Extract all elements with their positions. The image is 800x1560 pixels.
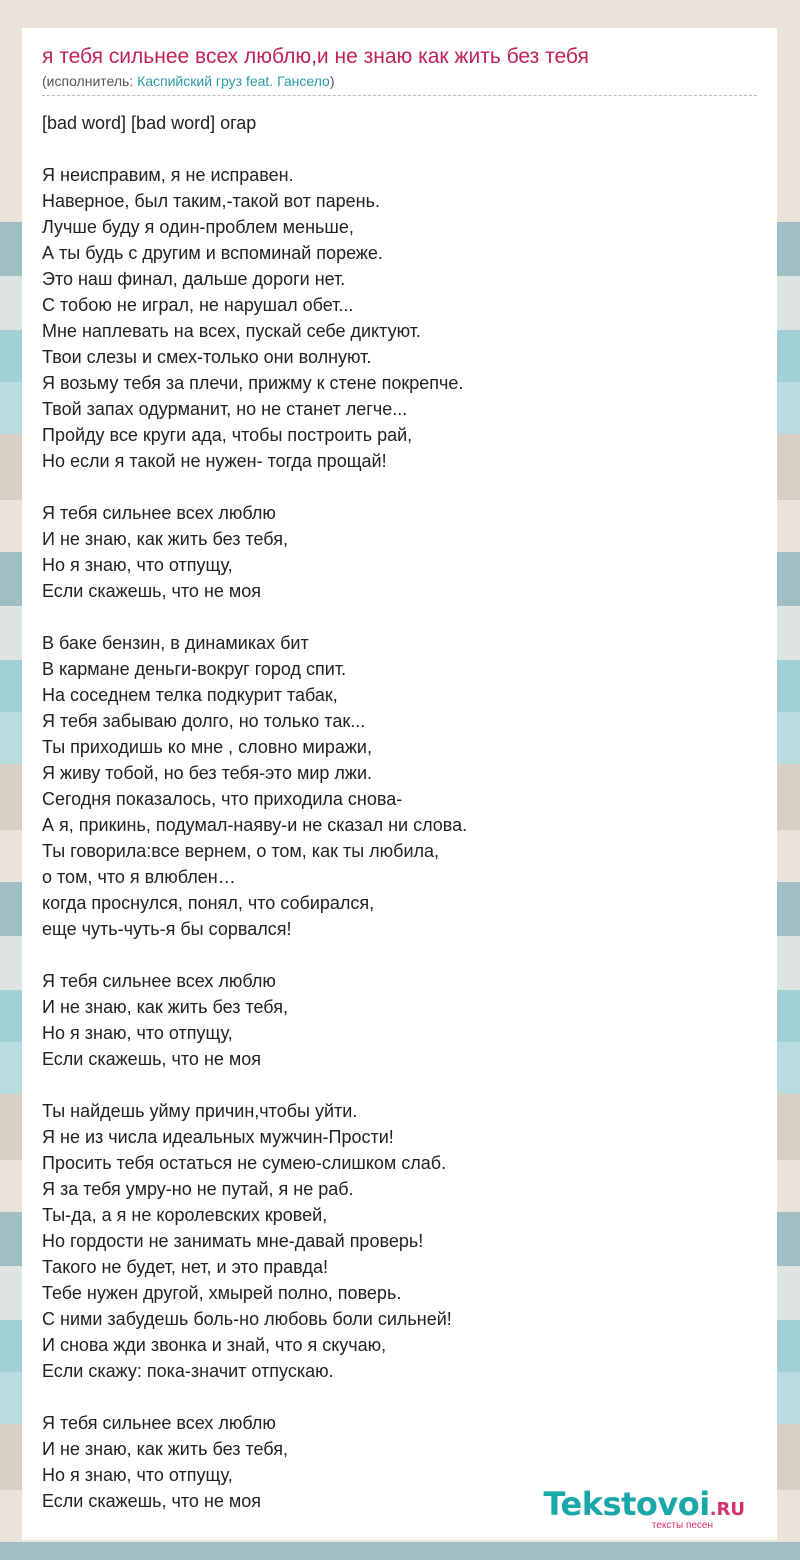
lyric-line: С тобою не играл, не нарушал обет... [42, 295, 354, 315]
lyric-line: И не знаю, как жить без тебя, [42, 529, 288, 549]
lyric-line: Я возьму тебя за плечи, прижму к стене покрепче. [42, 373, 464, 393]
lyric-line: Я тебя сильнее всех люблю [42, 503, 276, 523]
lyric-line: Тебе нужен другой, хмырей полно, поверь. [42, 1283, 402, 1303]
lyric-line: Ты говорила:все вернем, о том, как ты любила, [42, 841, 440, 861]
lyric-line: Я тебя забываю долго, но только так... [42, 711, 366, 731]
site-logo[interactable] [535, 1484, 745, 1536]
lyric-line: Я тебя сильнее всех люблю [42, 1413, 276, 1433]
lyric-line: Мне наплевать на всех, пускай себе диктуют. [42, 321, 421, 341]
lyric-line: Сегодня показалось, что приходила снова- [42, 789, 403, 809]
logo-tagline: тексты песен [651, 1520, 713, 1531]
lyric-line: И снова жди звонка и знай, что я скучаю, [42, 1335, 387, 1355]
lyric-line: Ты приходишь ко мне , словно миражи, [42, 737, 372, 757]
lyric-line: Если скажешь, что не моя [42, 581, 262, 601]
lyric-line: С ними забудешь боль-но любовь боли сильней! [42, 1309, 452, 1329]
lyric-line [42, 474, 757, 500]
lyric-line: о том, что я влюблен… [42, 867, 236, 887]
lyric-line: Я не из числа идеальных мужчин-Прости! [42, 1127, 394, 1147]
lyric-line: Но я знаю, что отпущу, [42, 1023, 233, 1043]
lyric-line: И не знаю, как жить без тебя, [42, 997, 288, 1017]
lyric-line [42, 1384, 757, 1410]
lyric-line: Просить тебя остаться не сумею-слишком слаб. [42, 1153, 447, 1173]
lyric-line: Но я знаю, что отпущу, [42, 555, 233, 575]
logo-name: Tekstovoi [543, 1485, 710, 1523]
lyric-line: Я тебя сильнее всех люблю [42, 971, 276, 991]
lyric-line: [bad word] [bad word] огар [42, 113, 257, 133]
lyric-line: Но гордости не занимать мне-давай проверь! [42, 1231, 424, 1251]
song-title: я тебя сильнее всех люблю,и не знаю как жить без тебя [42, 45, 589, 68]
lyric-line: Такого не будет, нет, и это правда! [42, 1257, 329, 1277]
lyric-line: В баке бензин, в динамиках бит [42, 633, 309, 653]
lyric-line: И не знаю, как жить без тебя, [42, 1439, 288, 1459]
lyric-line: На соседнем телка подкурит табак, [42, 685, 338, 705]
lyric-line: Это наш финал, дальше дороги нет. [42, 269, 346, 289]
lyric-line: Но если я такой не нужен- тогда прощай! [42, 451, 387, 471]
lyric-line: Я за тебя умру-но не путай, я не раб. [42, 1179, 354, 1199]
artist-prefix: (исполнитель: [42, 73, 138, 89]
lyric-line: Если скажешь, что не моя [42, 1049, 262, 1069]
lyrics-text [42, 110, 757, 1514]
artist-link[interactable]: Каспийский груз feat. Гансело [137, 73, 330, 89]
logo-wordmark [543, 1484, 745, 1530]
lyric-line: Твои слезы и смех-только они волнуют. [42, 347, 372, 367]
lyric-line: Лучше буду я один-проблем меньше, [42, 217, 354, 237]
lyrics-card [22, 28, 777, 1540]
lyric-line: Если скажу: пока-значит отпускаю. [42, 1361, 334, 1381]
lyric-line: А ты будь с другим и вспоминай пореже. [42, 243, 383, 263]
lyric-line: когда проснулся, понял, что собирался, [42, 893, 375, 913]
lyric-line: Если скажешь, что не моя [42, 1491, 262, 1511]
lyric-line [42, 1072, 757, 1098]
lyric-line: В кармане деньги-вокруг город спит. [42, 659, 347, 679]
lyric-line: еще чуть-чуть-я бы сорвался! [42, 919, 292, 939]
lyric-line: Пройду все круги ада, чтобы построить рай, [42, 425, 413, 445]
lyric-line: Наверное, был таким,-такой вот парень. [42, 191, 380, 211]
lyric-line [42, 604, 757, 630]
lyric-line [42, 136, 757, 162]
lyric-line: Я живу тобой, но без тебя-это мир лжи. [42, 763, 373, 783]
lyric-line: Я неисправим, я не исправен. [42, 165, 294, 185]
lyric-line [42, 942, 757, 968]
lyric-line: Твой запах одурманит, но не станет легче... [42, 399, 408, 419]
lyric-line: А я, прикинь, подумал-наяву-и не сказал ни слова. [42, 815, 468, 835]
artist-suffix: ) [329, 73, 335, 89]
logo-tld: .RU [709, 1499, 745, 1520]
artist-line [42, 72, 757, 90]
lyric-line: Но я знаю, что отпущу, [42, 1465, 233, 1485]
title-divider [42, 95, 757, 96]
lyric-line: Ты найдешь уйму причин,чтобы уйти. [42, 1101, 358, 1121]
lyric-line: Ты-да, а я не королевских кровей, [42, 1205, 328, 1225]
